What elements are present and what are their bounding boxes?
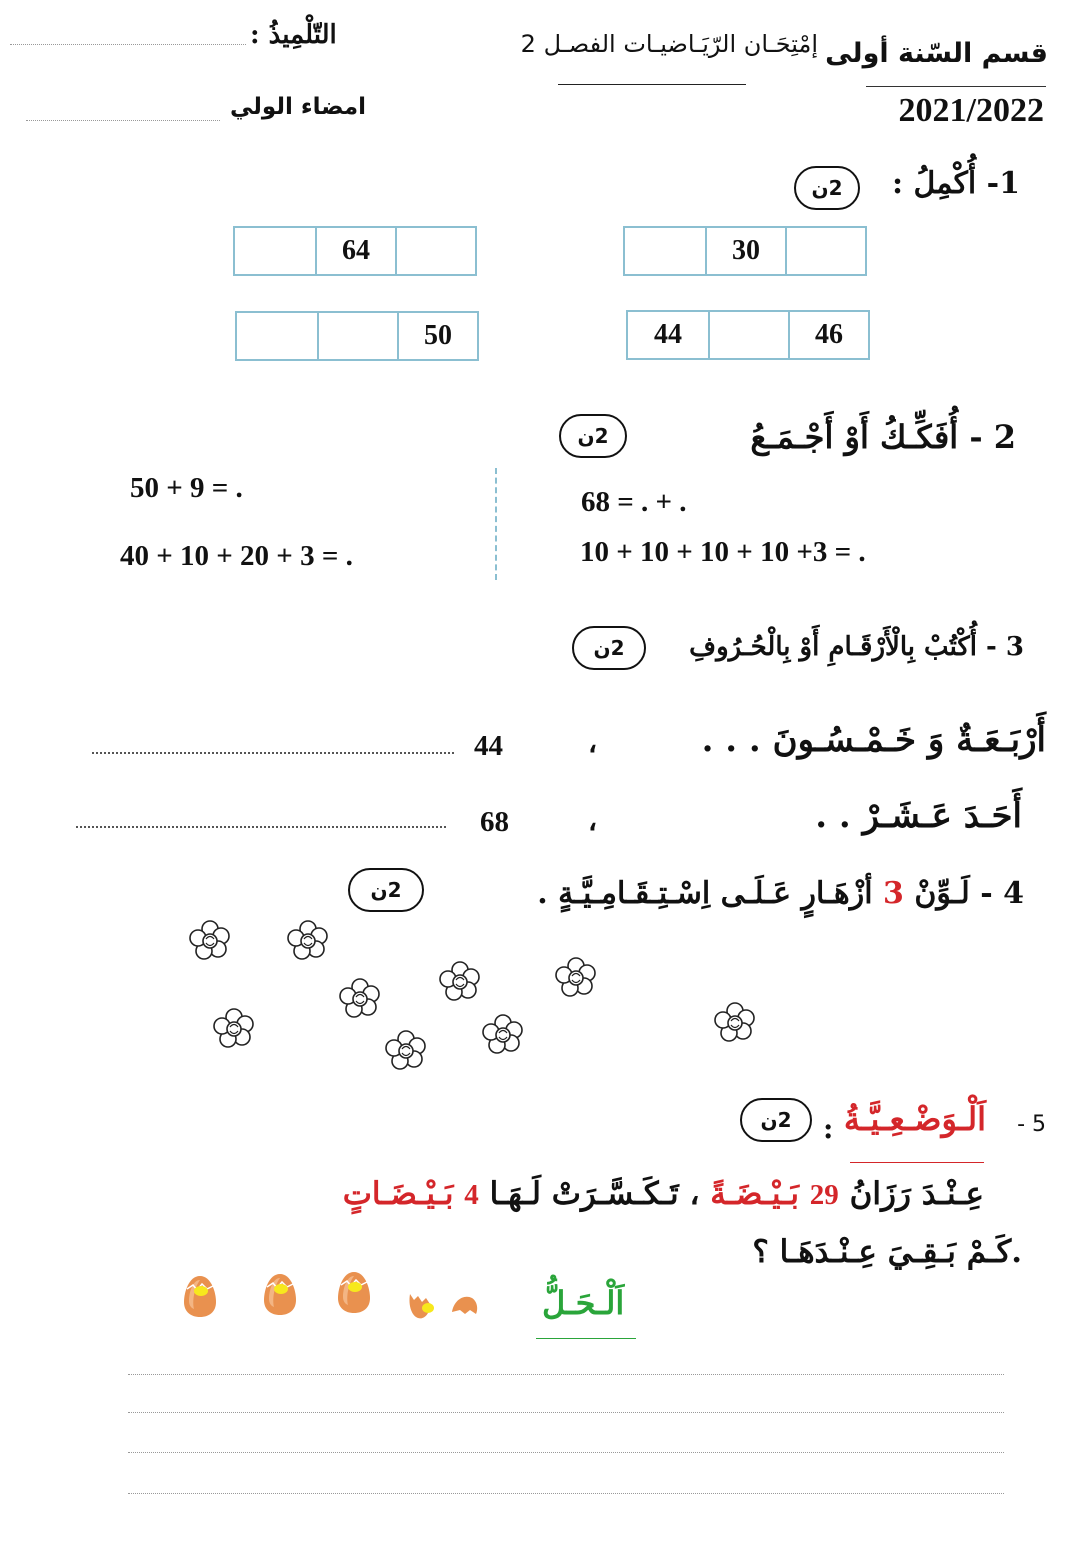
flower-icon[interactable] [187, 918, 233, 964]
solution-line[interactable] [128, 1452, 1004, 1453]
broken-egg-icon [404, 1280, 440, 1324]
q5-problem-line-2: .كَـمْ بَـقِـيَ عِـنْـدَهَـا ؟ [752, 1234, 1022, 1270]
flower-icon[interactable] [480, 1012, 526, 1058]
q1-points-badge [794, 166, 860, 210]
q4-rest: أزْهَـارٍ عَـلَـى اِسْـتِـقَـامِـيَّـةٍ . [537, 876, 873, 911]
flower-icon[interactable] [285, 918, 331, 964]
points-text: 2ن [577, 424, 609, 448]
cracked-egg-icon [262, 1272, 298, 1316]
q2-left-equation-2: 40 + 10 + 20 + 3 = . [120, 540, 353, 572]
q2-decompose-equation: 68 = . + . [581, 486, 687, 518]
flower-icon[interactable] [383, 1028, 429, 1074]
flower-icon[interactable] [553, 955, 599, 1001]
flower-icon[interactable] [211, 1006, 257, 1052]
class-label: قسم السّنة أولى [825, 38, 1048, 69]
q5-text: ، تَـكَـسَّـرَتْ لَـهَـا [489, 1176, 700, 1212]
solution-line[interactable] [128, 1412, 1004, 1413]
sequence-cell[interactable] [785, 228, 865, 274]
q4-prefix: 4 - لَـوِّنْ [914, 876, 1024, 911]
class-underline [866, 86, 1046, 87]
q5-title: اَلْـوَضْـعِـيَّـةُ [843, 1100, 986, 1138]
q1-row1-left-sequence [233, 226, 477, 276]
q3-points-badge [572, 626, 646, 670]
q4-count: 3 [882, 876, 904, 911]
q3-item2-words: أَحَـدَ عَـشَـرْ . . [815, 796, 1022, 836]
solution-label: اَلْـحَـلُّ [542, 1284, 625, 1322]
points-text: 2ن [760, 1108, 792, 1132]
q5-number-4: 4 [464, 1179, 479, 1211]
sequence-cell[interactable]: 46 [788, 312, 868, 358]
sequence-cell[interactable]: 44 [654, 319, 682, 350]
student-label: التّلْمِيذُ : [250, 20, 337, 50]
q5-title-underline [850, 1162, 984, 1163]
points-text: 2ن [811, 176, 843, 200]
q5-points-badge [740, 1098, 812, 1142]
flower-icon[interactable] [437, 959, 483, 1005]
q4-instruction [537, 876, 1024, 911]
q5-text: عِـنْـدَ رَزَانُ [849, 1176, 984, 1212]
q3-item2-answer-line[interactable] [76, 826, 446, 828]
q3-item1-number: 44 [474, 730, 503, 762]
sequence-cell[interactable] [237, 313, 317, 359]
points-text: 2ن [593, 636, 625, 660]
flower-icon[interactable] [712, 1000, 758, 1046]
school-year: 2021/2022 [898, 92, 1044, 129]
flower-icon[interactable] [337, 976, 383, 1022]
q3-item2-comma: ، [588, 804, 598, 837]
q1-row2-right-sequence [626, 310, 870, 360]
eggshell-fragment-icon [448, 1286, 484, 1330]
cracked-egg-icon [336, 1270, 372, 1314]
q3-item2-number: 68 [480, 806, 509, 838]
student-name-field[interactable] [10, 44, 246, 45]
q2-points-badge [559, 414, 627, 458]
q5-colon: : [823, 1112, 834, 1145]
q3-item1-answer-line[interactable] [92, 752, 454, 754]
q2-column-divider [495, 468, 497, 580]
solution-line[interactable] [128, 1493, 1004, 1494]
sequence-cell[interactable] [708, 312, 788, 358]
q5-problem-line-1 [343, 1176, 984, 1212]
q5-eggs-word: بَـيْـضَـاتٍ [342, 1176, 454, 1212]
parent-signature-field[interactable] [26, 120, 220, 121]
sequence-cell[interactable] [317, 313, 397, 359]
sequence-cell[interactable] [395, 228, 475, 274]
q2-sum-equation: 10 + 10 + 10 + 10 +3 = . [580, 536, 866, 568]
q1-row2-left-sequence [235, 311, 479, 361]
q5-number: 5 - [1017, 1112, 1046, 1137]
q2-title: 2 - أُفَكِّـكُ أَوْ أَجْـمَـعُ [750, 418, 1016, 456]
q4-points-badge [348, 868, 424, 912]
q3-item1-comma: ، [588, 726, 598, 759]
q1-title: 1- أُكْمِلُ : [892, 166, 1020, 201]
q1-row1-right-sequence [623, 226, 867, 276]
q3-title: 3 - أُكْتُبْ بِالْأَرْقَـامِ أَوْ بِالْحُـرُوفِ [689, 632, 1024, 662]
sequence-cell[interactable] [625, 228, 705, 274]
exam-title-underline [558, 84, 746, 85]
q5-number-29: 29 [809, 1179, 839, 1211]
sequence-cell[interactable]: 64 [315, 228, 395, 274]
sequence-cell[interactable]: 30 [705, 228, 785, 274]
cracked-egg-icon [182, 1274, 218, 1318]
q5-eggs-word: بَـيْـضَـةً [710, 1176, 799, 1212]
solution-underline [536, 1338, 636, 1339]
q3-item1-words: أَرْبَـعَـةٌ وَ خَـمْـسُـونَ . . . [701, 720, 1046, 760]
parent-signature-label: امضاء الولي [230, 94, 367, 120]
points-text: 2ن [370, 878, 402, 902]
exam-title: إمْتِحَـان الرّيَـاضيـات الفصـل 2 [520, 30, 818, 58]
solution-line[interactable] [128, 1374, 1004, 1375]
sequence-cell[interactable] [235, 228, 315, 274]
sequence-cell[interactable]: 50 [397, 313, 477, 359]
q2-left-equation-1: 50 + 9 = . [130, 472, 243, 504]
